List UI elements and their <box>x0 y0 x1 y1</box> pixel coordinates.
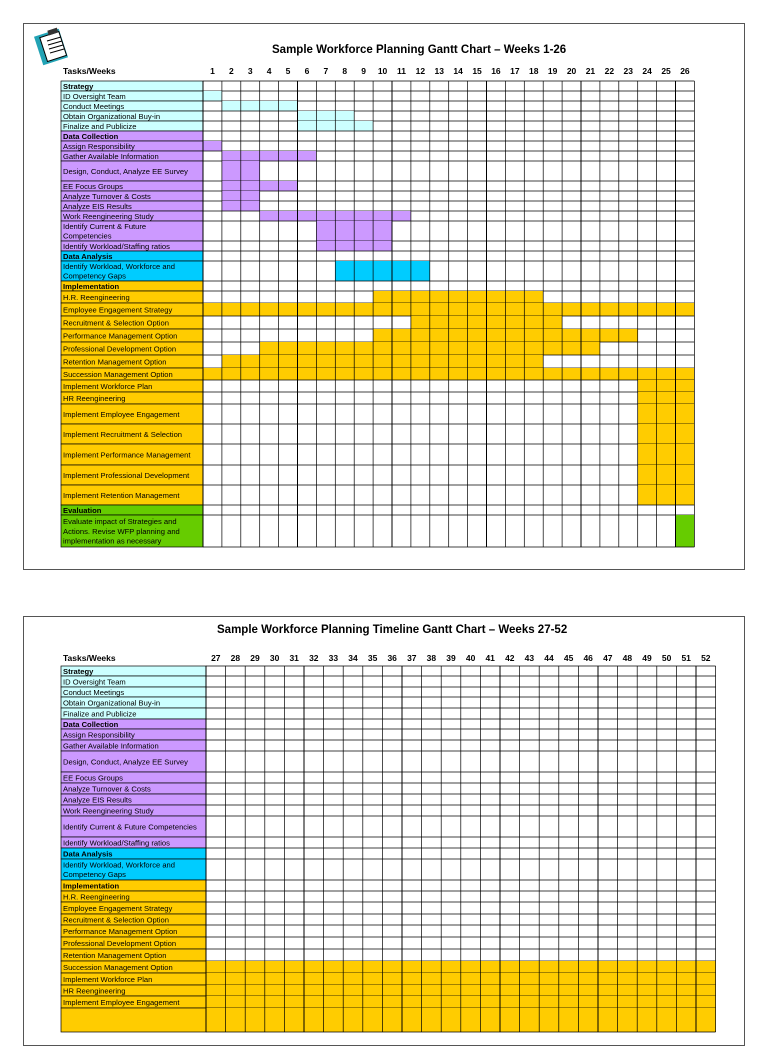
week-number-label: 1 <box>210 66 215 76</box>
week-number-label: 37 <box>407 653 417 663</box>
section-label: Data Analysis <box>63 251 113 261</box>
task-label: Identify Current & Future Competencies <box>63 222 147 241</box>
task-label: Implement Professional Development <box>63 470 190 480</box>
task-label: Assign Responsibility <box>63 730 135 740</box>
week-number-label: 44 <box>544 653 554 663</box>
task-label: Identify Current & Future Competencies <box>63 822 197 832</box>
week-number-label: 26 <box>680 66 690 76</box>
week-number-label: 29 <box>250 653 260 663</box>
week-number-label: 35 <box>367 653 378 663</box>
week-number-label: 45 <box>563 653 574 663</box>
section-label: Evaluation <box>63 505 102 515</box>
week-number-label: 2 <box>228 66 234 76</box>
tasks-weeks-header: Tasks/Weeks <box>63 66 116 76</box>
week-number-label: 52 <box>701 653 711 663</box>
task-label: Recruitment & Selection Option <box>63 318 169 328</box>
task-label: Implement Employee Engagement <box>63 997 180 1007</box>
week-number-label: 31 <box>289 653 299 663</box>
week-number-label: 13 <box>434 66 444 76</box>
task-label: ID Oversight Team <box>63 677 126 687</box>
task-label: Implement Recruitment & Selection <box>63 429 183 439</box>
task-label: ID Oversight Team <box>63 91 126 101</box>
section-label: Data Analysis <box>63 849 113 859</box>
task-label: Succession Management Option <box>63 962 173 972</box>
task-label: EE Focus Groups <box>63 181 123 191</box>
task-label: Analyze EIS Results <box>63 201 132 211</box>
task-label: Implement Workforce Plan <box>63 974 153 984</box>
task-label: Analyze EIS Results <box>63 795 132 805</box>
task-label: Design, Conduct, Analyze EE Survey <box>63 166 188 176</box>
week-number-label: 10 <box>377 66 388 76</box>
week-number-label: 46 <box>583 653 593 663</box>
week-number-label: 27 <box>211 653 221 663</box>
week-number-label: 22 <box>604 66 615 76</box>
week-number-label: 4 <box>266 66 272 76</box>
task-label: Analyze Turnover & Costs <box>63 784 151 794</box>
week-number-label: 40 <box>465 653 476 663</box>
week-number-label: 3 <box>247 66 253 76</box>
section-label: Data Collection <box>63 719 119 729</box>
week-number-label: 20 <box>566 66 577 76</box>
task-label: HR Reengineering <box>63 393 126 403</box>
week-number-label: 16 <box>491 66 501 76</box>
section-label: Implementation <box>63 281 120 291</box>
task-label: Retention Management Option <box>63 357 167 367</box>
task-label: Implement Employee Engagement <box>63 409 180 419</box>
section-label: Data Collection <box>63 131 119 141</box>
week-number-label: 51 <box>681 653 691 663</box>
week-number-label: 12 <box>415 66 426 76</box>
week-number-label: 8 <box>342 66 348 76</box>
task-label: Recruitment & Selection Option <box>63 915 169 925</box>
chart-title-weeks-1-26: Sample Workforce Planning Gantt Chart – Weeks 1-26 <box>272 44 567 56</box>
week-number-label: 49 <box>642 653 652 663</box>
task-label: Retention Management Option <box>63 950 167 960</box>
task-label: Identify Workload/Staffing ratios <box>63 838 170 848</box>
task-label: Finalize and Publicize <box>63 121 137 131</box>
week-number-label: 21 <box>585 66 596 76</box>
task-label: HR Reengineering <box>63 986 126 996</box>
week-number-label: 15 <box>472 66 482 76</box>
task-label: Conduct Meetings <box>63 687 125 697</box>
task-label: H.R. Reengineering <box>63 292 130 302</box>
week-number-label: 33 <box>328 653 339 663</box>
week-number-label: 34 <box>348 653 358 663</box>
week-number-label: 41 <box>485 653 495 663</box>
tasks-weeks-header: Tasks/Weeks <box>63 653 116 663</box>
week-number-label: 50 <box>661 653 672 663</box>
task-label: Identify Workload, Workforce and Competency Gaps <box>63 860 175 880</box>
week-number-label: 42 <box>505 653 515 663</box>
task-label: Gather Available Information <box>63 151 159 161</box>
task-label: Finalize and Publicize <box>63 709 137 719</box>
task-label: Analyze Turnover & Costs <box>63 191 151 201</box>
week-number-label: 47 <box>603 653 613 663</box>
week-number-label: 28 <box>230 653 241 663</box>
week-number-label: 11 <box>396 66 406 76</box>
task-label: Implement Retention Management <box>63 490 180 500</box>
week-number-label: 7 <box>323 66 329 76</box>
task-label: Gather Available Information <box>63 741 159 751</box>
week-number-label: 38 <box>426 653 437 663</box>
section-label: Strategy <box>63 81 94 91</box>
task-label: Implement Performance Management <box>63 450 191 460</box>
task-label: Employee Engagement Strategy <box>63 903 173 913</box>
task-label-cell <box>61 1008 206 1032</box>
task-label: H.R. Reengineering <box>63 892 130 902</box>
week-number-label: 18 <box>529 66 539 76</box>
week-number-label: 32 <box>309 653 319 663</box>
section-label: Implementation <box>63 881 120 891</box>
task-label: Design, Conduct, Analyze EE Survey <box>63 757 188 767</box>
chart-title-weeks-27-52: Sample Workforce Planning Timeline Gantt Chart – Weeks 27-52 <box>217 624 568 636</box>
week-number-label: 6 <box>304 66 310 76</box>
task-label: Professional Development Option <box>63 938 177 948</box>
task-label: Implement Workforce Plan <box>63 381 153 391</box>
week-number-label: 5 <box>285 66 291 76</box>
task-label: EE Focus Groups <box>63 773 123 783</box>
task-label: Work Reengineering Study <box>63 806 154 816</box>
week-number-label: 30 <box>269 653 280 663</box>
task-label: Identify Workload/Staffing ratios <box>63 241 170 251</box>
task-label: Evaluate impact of Strategies and Actions. Revise WFP planning and implementation as necessary <box>63 517 180 546</box>
task-label: Assign Responsibility <box>63 141 135 151</box>
week-number-label: 9 <box>361 66 367 76</box>
task-label: Succession Management Option <box>63 369 173 379</box>
task-label: Performance Management Option <box>63 331 178 341</box>
task-label: Identify Workload, Workforce and Competency Gaps <box>63 262 175 281</box>
task-label: Employee Engagement Strategy <box>63 305 173 315</box>
week-number-label: 23 <box>623 66 633 76</box>
week-number-label: 25 <box>661 66 671 76</box>
task-label: Performance Management Option <box>63 926 178 936</box>
week-number-label: 24 <box>642 66 652 76</box>
week-number-label: 17 <box>510 66 520 76</box>
week-number-label: 43 <box>524 653 535 663</box>
task-label: Work Reengineering Study <box>63 211 154 221</box>
week-number-label: 48 <box>622 653 633 663</box>
section-label: Strategy <box>63 666 94 676</box>
task-label: Obtain Organizational Buy-in <box>63 111 161 121</box>
task-label: Conduct Meetings <box>63 101 125 111</box>
week-number-label: 39 <box>446 653 456 663</box>
week-number-label: 19 <box>547 66 558 76</box>
week-number-label: 14 <box>453 66 463 76</box>
task-label: Professional Development Option <box>63 344 177 354</box>
task-label: Obtain Organizational Buy-in <box>63 698 161 708</box>
week-number-label: 36 <box>387 653 397 663</box>
